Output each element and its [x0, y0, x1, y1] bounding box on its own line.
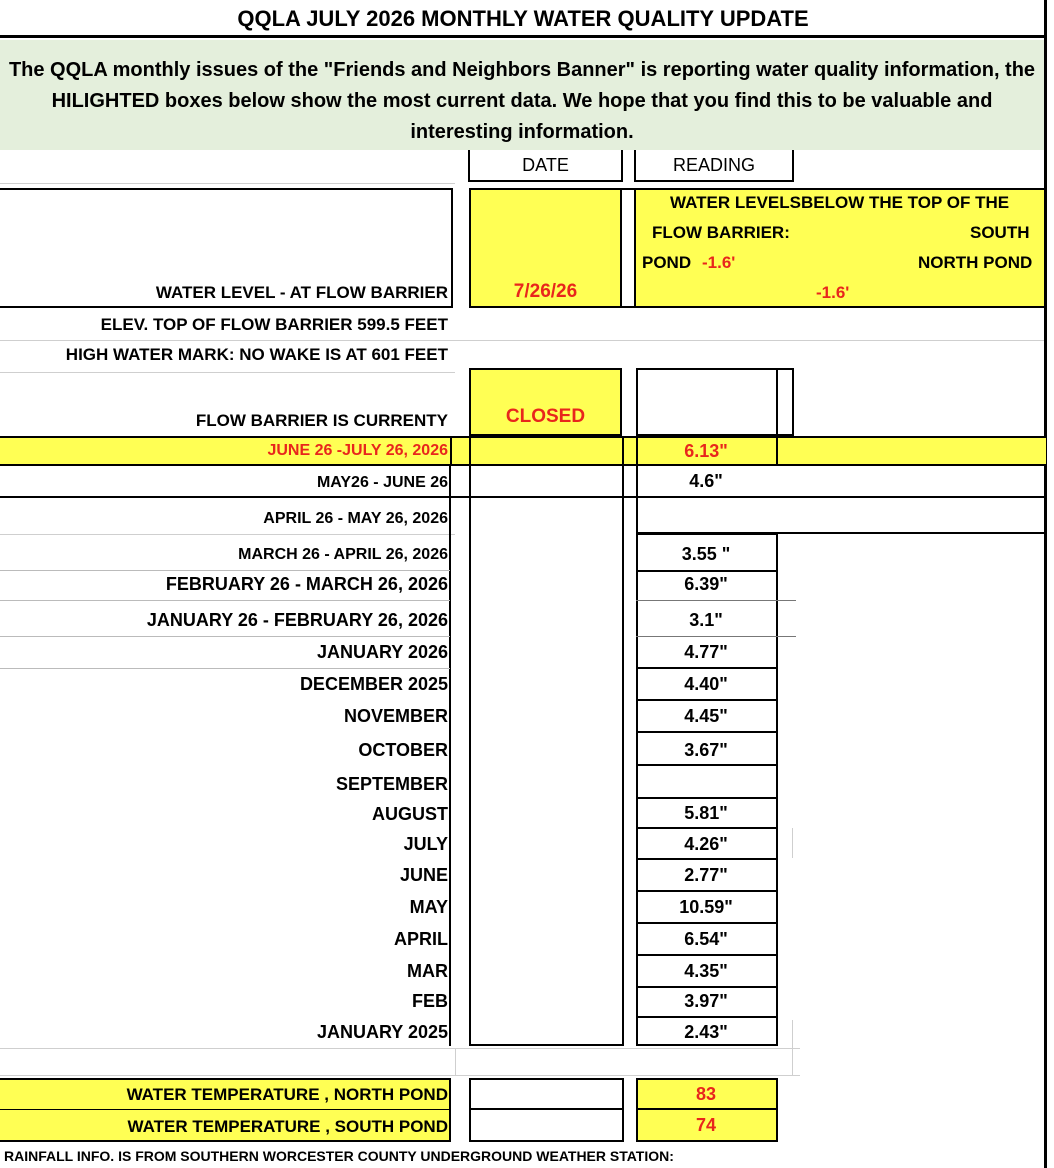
reading-header: READING	[634, 150, 794, 182]
grid-line	[0, 1075, 800, 1076]
intro-banner	[0, 40, 1044, 150]
cell-line	[636, 667, 778, 669]
temp-south-date-cell	[469, 1108, 624, 1142]
col-border-left	[449, 466, 451, 1046]
cell-line	[636, 954, 778, 956]
row-divider	[450, 436, 452, 466]
temp-north-value: 83	[695, 1084, 717, 1104]
north-pond-value: -1.6'	[816, 283, 850, 302]
grid-line	[455, 1048, 456, 1076]
rainfall-period: MAR	[407, 961, 448, 981]
rainfall-period: MARCH 26 - APRIL 26, 2026	[238, 546, 448, 563]
rainfall-row	[0, 466, 1046, 498]
flow-barrier-label: FLOW BARRIER IS CURRENTY	[195, 411, 448, 430]
rainfall-period: FEBRUARY 26 - MARCH 26, 2026	[165, 574, 448, 594]
cell-line	[636, 636, 796, 637]
grid-line	[0, 340, 1044, 341]
read-col-top	[636, 533, 778, 535]
row-divider	[622, 436, 624, 466]
date-col-bottom	[469, 1044, 624, 1046]
water-level-heading-2: FLOW BARRIER:	[652, 223, 790, 242]
rainfall-reading: 3.1"	[689, 610, 723, 630]
col-border-date-l	[469, 466, 471, 1046]
cell-line	[636, 922, 778, 924]
rainfall-reading: 4.35"	[684, 961, 728, 981]
rainfall-period: JANUARY 2026	[316, 642, 448, 662]
rainfall-reading: 4.26"	[684, 834, 728, 854]
water-level-divider	[622, 188, 636, 308]
rainfall-period: JUNE 26 -JULY 26, 2026	[267, 442, 448, 459]
col-border-read-r	[776, 534, 778, 1046]
footer-note: RAINFALL INFO. IS FROM SOUTHERN WORCESTER COUNTY UNDERGROUND WEATHER STATION:	[4, 1148, 674, 1164]
current-rainfall-row	[0, 436, 1046, 466]
rainfall-reading: 3.97"	[684, 991, 728, 1011]
rainfall-period: APRIL	[394, 929, 448, 949]
rainfall-period: MAY	[409, 897, 448, 917]
pond-label: POND	[642, 253, 692, 272]
temp-north-label: WATER TEMPERATURE , NORTH POND	[126, 1085, 448, 1104]
cell-line	[636, 1016, 778, 1018]
cell-line	[636, 890, 778, 892]
grid-line	[0, 183, 455, 184]
rainfall-period: OCTOBER	[358, 740, 448, 760]
rainfall-reading: 4.77"	[684, 642, 728, 662]
temp-south-value: 74	[695, 1115, 717, 1135]
page-title: QQLA JULY 2026 MONTHLY WATER QUALITY UPDATE	[0, 0, 1046, 38]
rainfall-period: JANUARY 26 - FEBRUARY 26, 2026	[146, 610, 448, 630]
rainfall-row	[636, 498, 1046, 534]
cell-line	[636, 827, 778, 829]
grid-line	[0, 534, 455, 535]
intro-text: The QQLA monthly issues of the "Friends and Neighbors Banner" is reporting water quality information, the HILIGHTED boxes below show the most current data. We hope that you find this to be valuable and interesting information.	[8, 59, 1036, 143]
water-level-heading-1: WATER LEVELSBELOW THE TOP OF THE	[670, 193, 1010, 212]
date-header: DATE	[468, 150, 623, 182]
rainfall-reading: 10.59"	[679, 897, 733, 917]
cell-line	[636, 699, 778, 701]
grid-line	[0, 570, 450, 571]
rainfall-period: NOVEMBER	[343, 706, 448, 726]
rainfall-reading: 3.67"	[684, 740, 728, 760]
cell-line	[636, 731, 778, 733]
flow-barrier-empty-1	[636, 368, 778, 436]
rainfall-period: JUNE	[399, 865, 448, 885]
flow-barrier-status: CLOSED	[505, 406, 586, 427]
rainfall-reading: 2.43"	[684, 1022, 728, 1042]
cell-line	[636, 797, 778, 799]
row-divider	[469, 436, 471, 466]
temp-divider	[622, 1078, 624, 1142]
cell-line	[636, 600, 796, 601]
rainfall-period: DECEMBER 2025	[299, 674, 448, 694]
rainfall-period: FEB	[412, 991, 448, 1011]
temp-north-date-cell	[469, 1078, 624, 1110]
grid-line	[792, 828, 793, 858]
rainfall-reading: 4.40"	[684, 674, 728, 694]
cell-line	[636, 986, 778, 988]
temp-south-label: WATER TEMPERATURE , SOUTH POND	[127, 1117, 448, 1136]
flow-barrier-empty-2	[776, 368, 794, 436]
grid-line	[0, 600, 450, 601]
rainfall-reading: 4.45"	[684, 706, 728, 726]
grid-line	[0, 668, 450, 669]
rainfall-period: MAY26 - JUNE 26	[316, 474, 448, 491]
rainfall-reading: 6.54"	[684, 929, 728, 949]
water-level-label: WATER LEVEL - AT FLOW BARRIER	[155, 283, 448, 302]
high-water-note: HIGH WATER MARK: NO WAKE IS AT 601 FEET	[65, 345, 448, 364]
grid-line	[0, 636, 450, 637]
rainfall-reading: 2.77"	[684, 865, 728, 885]
row-divider	[776, 436, 778, 466]
rainfall-period: JANUARY 2025	[316, 1022, 448, 1042]
read-col-bottom	[636, 1044, 778, 1046]
south-pond-value: -1.6'	[702, 253, 736, 272]
rainfall-reading: 6.39"	[684, 574, 728, 594]
rainfall-reading: 3.55 "	[681, 544, 731, 564]
col-border-date-r	[622, 466, 624, 534]
cell-line	[636, 570, 778, 572]
water-level-date: 7/26/26	[513, 281, 578, 302]
north-pond-label: NORTH POND	[918, 253, 1033, 272]
cell-line	[636, 858, 778, 860]
rainfall-period: AUGUST	[372, 804, 448, 824]
grid-line	[0, 1048, 800, 1049]
rainfall-period: APRIL 26 - MAY 26, 2026	[263, 510, 448, 527]
elevation-note: ELEV. TOP OF FLOW BARRIER 599.5 FEET	[100, 315, 448, 334]
south-label: SOUTH	[970, 223, 1030, 242]
grid-line	[0, 372, 455, 373]
right-border	[1044, 0, 1047, 1168]
rainfall-period: JULY	[403, 834, 448, 854]
rainfall-period: SEPTEMBER	[335, 774, 448, 794]
cell-line	[636, 764, 778, 766]
rainfall-reading: 5.81"	[684, 803, 728, 823]
rainfall-reading: 4.6"	[689, 471, 723, 491]
rainfall-reading: 6.13"	[684, 441, 728, 461]
grid-line	[792, 1020, 793, 1076]
col-border-date-r2	[622, 534, 624, 1046]
